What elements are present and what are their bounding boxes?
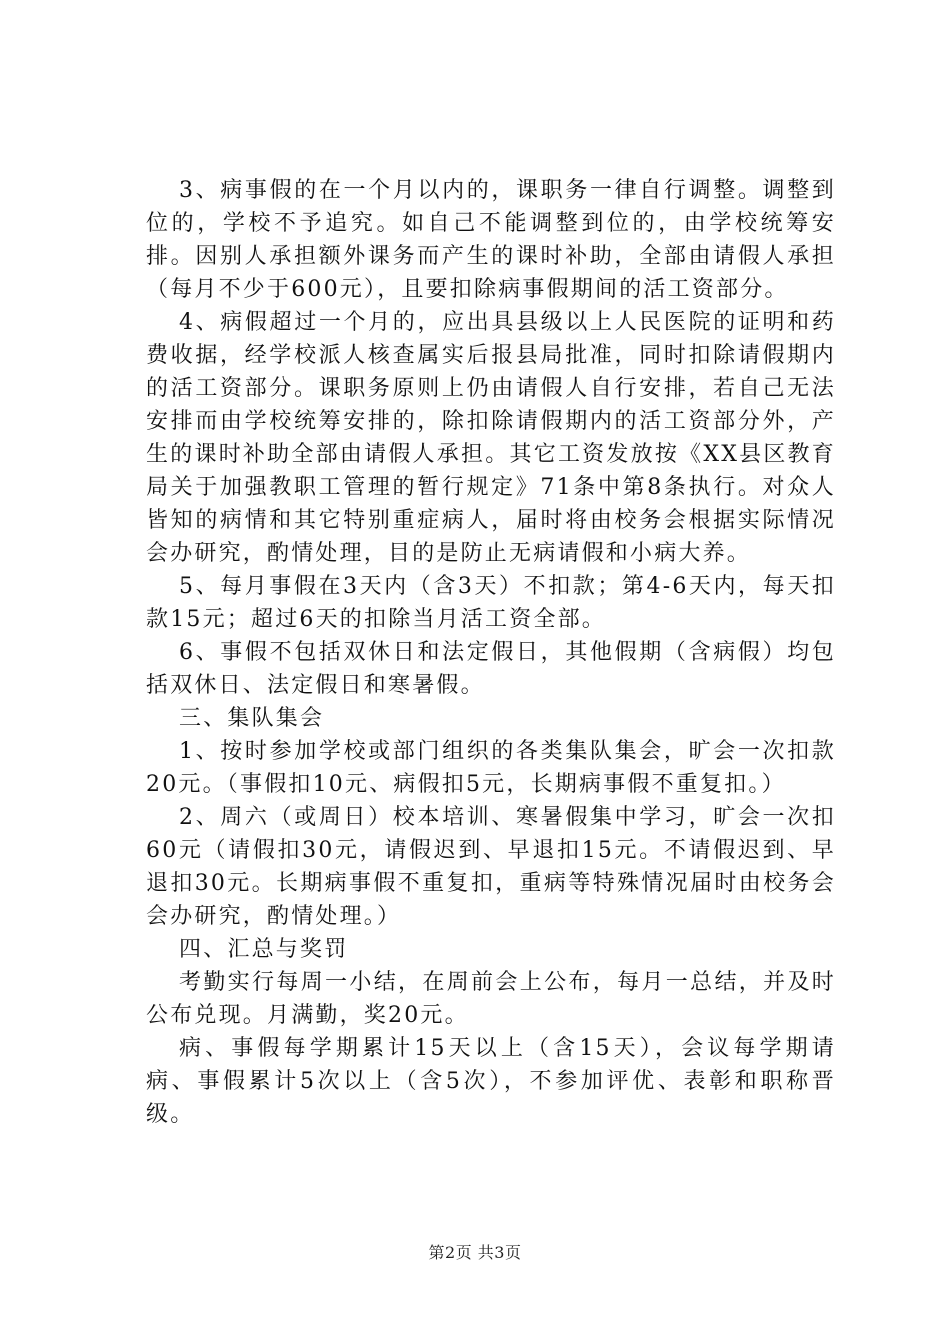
paragraph-item-4: 4、病假超过一个月的，应出具县级以上人民医院的证明和药费收据，经学校派人核查属实后报县局批准，同时扣除请假期内的活工资部分。课职务原则上仍由请假人自行安排，若自己无法安排而由学校统筹安排的，除扣除请假期内的活工资部分外，产生的课时补助全部由请假人承担。其它工资发放按《XX县区教育局关于加强教职工管理的暂行规定》71条中第8条执行。对众人皆知的病情和其它特别重症病人，届时将由校务会根据实际情况会办研究，酌情处理，目的是防止无病请假和小病大养。 <box>146 310 836 566</box>
section-heading-assembly: 三、集队集会 <box>179 706 325 731</box>
paragraph-assembly-2: 2、周六（或周日）校本培训、寒暑假集中学习，旷会一次扣60元（请假扣30元，请假迟到、早退扣15元。不请假迟到、早退扣30元。长期病事假不重复扣，重病等特殊情况届时由校务会会办研究，酌情处理。） <box>146 805 836 929</box>
document-body <box>146 174 836 1131</box>
paragraph-item-3: 3、病事假的在一个月以内的，课职务一律自行调整。调整到位的，学校不予追究。如自己不能调整到位的，由学校统筹安排。因别人承担额外课务而产生的课时补助，全部由请假人承担（每月不少于600元），且要扣除病事假期间的活工资部分。 <box>146 178 836 302</box>
page-footer: 第2页 共3页 <box>428 1243 522 1262</box>
paragraph-item-5: 5、每月事假在3天内（含3天）不扣款；第4-6天内，每天扣款15元；超过6天的扣除当月活工资全部。 <box>146 574 836 632</box>
paragraph-assembly-1: 1、按时参加学校或部门组织的各类集队集会，旷会一次扣款20元。（事假扣10元、病假扣5元，长期病事假不重复扣。） <box>146 739 836 797</box>
paragraph-item-6: 6、事假不包括双休日和法定假日，其他假期（含病假）均包括双休日、法定假日和寒暑假。 <box>146 640 836 698</box>
paragraph-summary-2: 病、事假每学期累计15天以上（含15天），会议每学期请病、事假累计5次以上（含5次），不参加评优、表彰和职称晋级。 <box>146 1036 836 1127</box>
paragraph-summary-1: 考勤实行每周一小结，在周前会上公布，每月一总结，并及时公布兑现。月满勤，奖20元。 <box>146 970 836 1028</box>
section-heading-summary: 四、汇总与奖罚 <box>179 937 349 962</box>
